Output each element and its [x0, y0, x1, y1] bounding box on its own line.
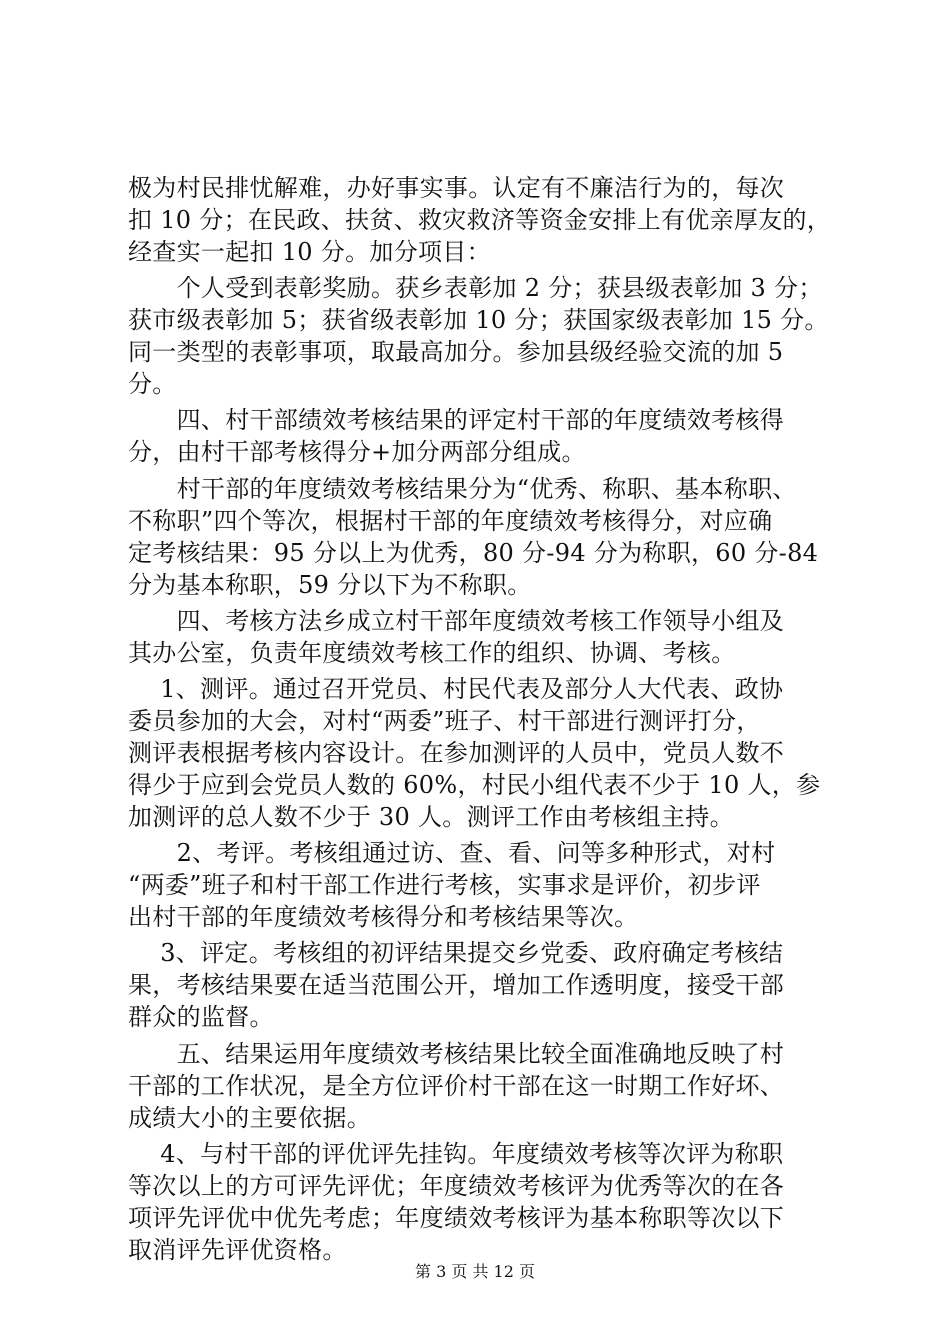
text-line: 群众的监督。 [128, 1003, 274, 1032]
body-text [128, 172, 848, 1266]
text-line: 测评表根据考核内容设计。在参加测评的人员中，党员人数不 [128, 738, 785, 767]
text-line: 3、评定。考核组的初评结果提交乡党委、政府确定考核结 [128, 939, 784, 968]
text-line: 极为村民排忧解难，办好事实事。认定有不廉洁行为的，每次 [128, 174, 785, 202]
text-line: 出村干部的年度绩效考核得分和考核结果等次。 [128, 903, 639, 932]
text-line: “两委”班子和村干部工作进行考核，实事求是评价，初步评 [128, 871, 761, 900]
text-line: 1、测评。通过召开党员、村民代表及部分人大代表、政协 [128, 674, 784, 703]
text-line: 五、结果运用年度绩效考核结果比较全面准确地反映了村 [128, 1039, 785, 1068]
text-line: 等次以上的方可评先评优；年度绩效考核评为优秀等次的在各 [128, 1171, 785, 1200]
text-line: 委员参加的大会，对村“两委”班子、村干部进行测评打分， [128, 706, 761, 735]
text-line: 获市级表彰加 5；获省级表彰加 10 分；获国家级表彰加 15 分。 [128, 306, 829, 335]
text-line: 个人受到表彰奖励。获乡表彰加 2 分；获县级表彰加 3 分； [128, 274, 823, 303]
text-line: 分，由村干部考核得分+加分两部分组成。 [128, 438, 586, 467]
text-line: 取消评先评优资格。 [128, 1235, 347, 1264]
text-line: 扣 10 分；在民政、扶贫、救灾救济等资金安排上有优亲厚友的， [128, 206, 832, 234]
text-line: 四、考核方法乡成立村干部年度绩效考核工作领导小组及 [128, 606, 785, 635]
text-line: 成绩大小的主要依据。 [128, 1103, 371, 1132]
text-line: 四、村干部绩效考核结果的评定村干部的年度绩效考核得 [128, 406, 785, 435]
text-line: 2、考评。考核组通过访、查、看、问等多种形式，对村 [128, 839, 776, 868]
text-line: 同一类型的表彰事项，取最高加分。参加县级经验交流的加 5 [128, 338, 784, 367]
text-line: 分为基本称职，59 分以下为不称职。 [128, 570, 532, 599]
text-line: 分。 [128, 370, 177, 399]
text-line: 定考核结果：95 分以上为优秀，80 分-94 分为称职，60 分-84 [128, 538, 819, 567]
text-line: 4、与村干部的评优评先挂钩。年度绩效考核等次评为称职 [128, 1139, 784, 1168]
text-line: 村干部的年度绩效考核结果分为“优秀、称职、基本称职、 [128, 474, 797, 503]
text-line: 项评先评优中优先考虑；年度绩效考核评为基本称职等次以下 [128, 1203, 785, 1232]
text-line: 加测评的总人数不少于 30 人。测评工作由考核组主持。 [128, 802, 734, 831]
text-line: 其办公室，负责年度绩效考核工作的组织、协调、考核。 [128, 638, 736, 667]
page-footer: 第 3 页 共 12 页 [415, 1262, 535, 1281]
text-line: 果，考核结果要在适当范围公开，增加工作透明度，接受干部 [128, 971, 785, 1000]
text-line: 得少于应到会党员人数的 60%，村民小组代表不少于 10 人，参 [128, 770, 821, 799]
text-line: 经查实一起扣 10 分。加分项目： [128, 238, 491, 266]
text-line: 干部的工作状况，是全方位评价村干部在这一时期工作好坏、 [128, 1071, 785, 1100]
text-line: 不称职”四个等次，根据村干部的年度绩效考核得分，对应确 [128, 506, 773, 535]
